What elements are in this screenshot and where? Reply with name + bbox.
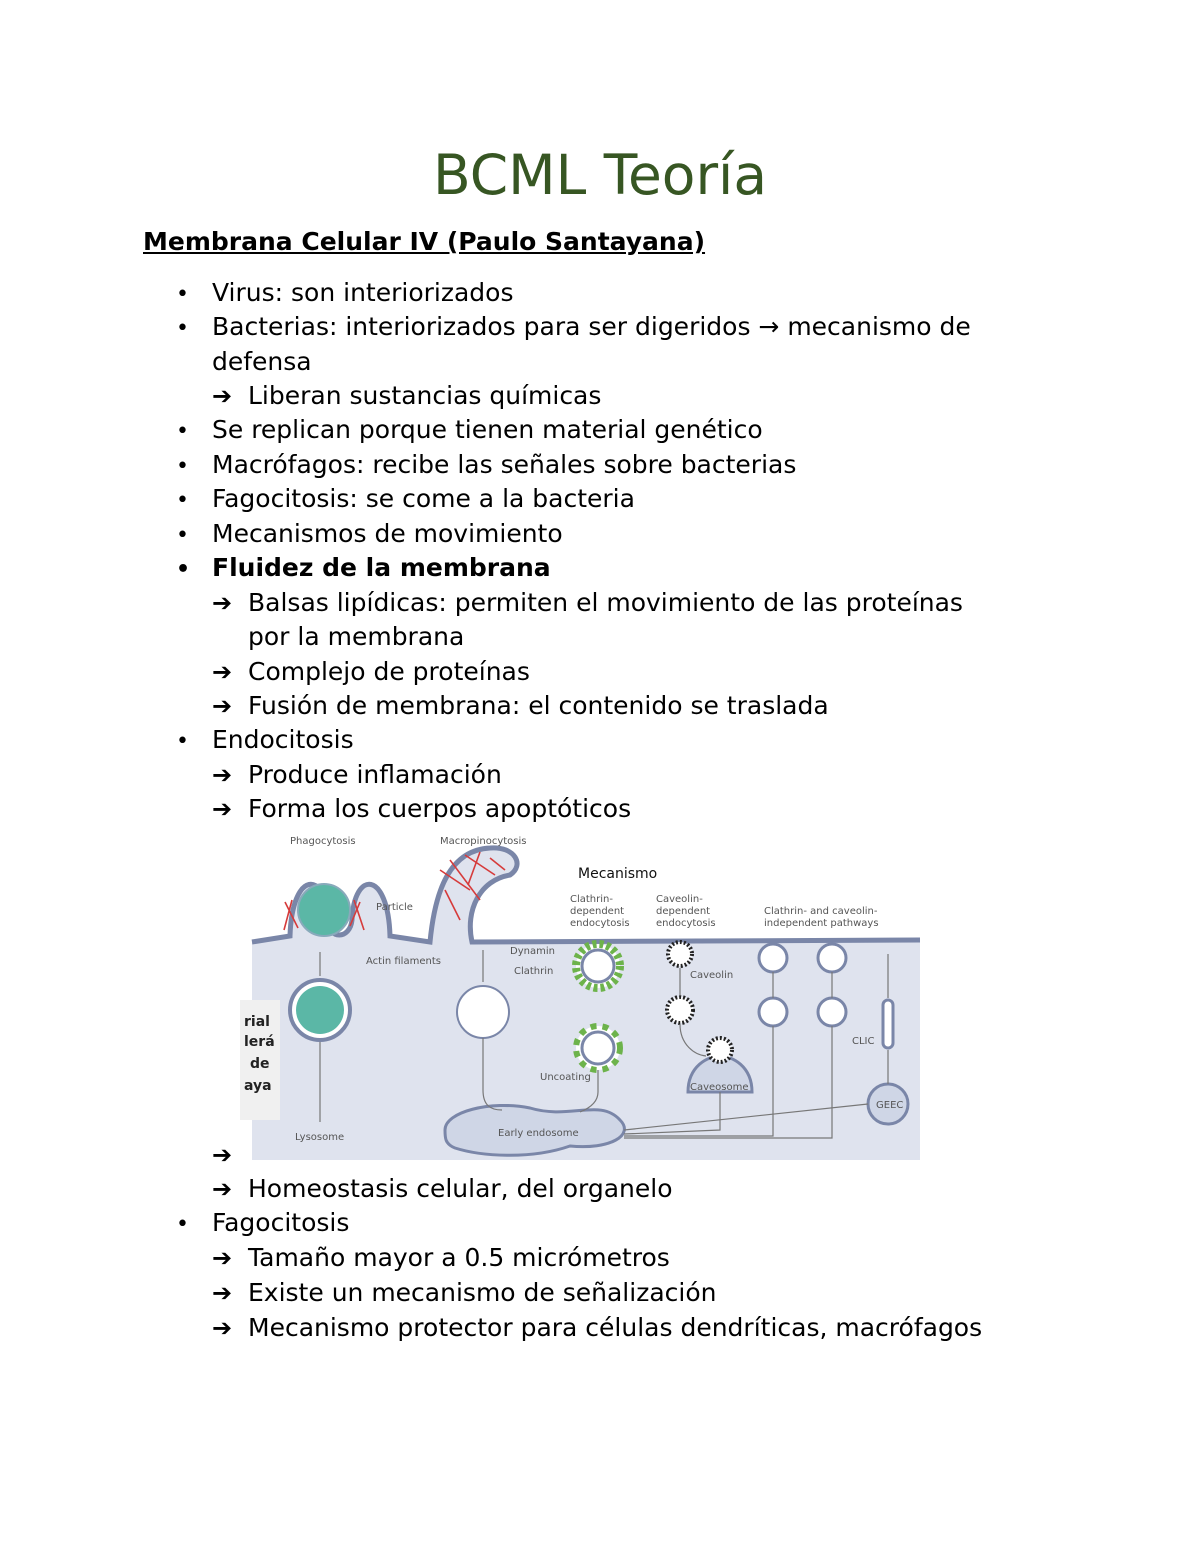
independent-vesicle-icon xyxy=(818,998,846,1026)
label-caveolin-dep-2: dependent xyxy=(656,906,711,917)
cutoff-text-3: de xyxy=(250,1056,270,1072)
label-independent-1: Clathrin- and caveolin- xyxy=(764,906,878,917)
arrow-icon: ➔ xyxy=(212,1175,233,1203)
sub-item: ➔ Complejo de proteínas xyxy=(212,655,530,689)
arrow-icon: ➔ xyxy=(212,692,233,720)
sub-item: ➔ Mecanismo protector para células dendríticas, macrófagos xyxy=(212,1311,982,1345)
sub-item: ➔ Produce inflamación xyxy=(212,758,502,792)
list-item: • Bacterias: interiorizados para ser digeridos → mecanismo de xyxy=(176,310,971,346)
label-uncoating: Uncoating xyxy=(540,1072,591,1083)
caveolar-vesicle-icon xyxy=(667,997,693,1023)
arrow-icon: ➔ xyxy=(212,1314,233,1342)
label-caveolin-dep-3: endocytosis xyxy=(656,918,716,929)
list-item: • Endocitosis xyxy=(176,723,354,759)
arrow-icon: ➔ xyxy=(212,589,233,617)
sub-item: ➔ Liberan sustancias químicas xyxy=(212,379,601,413)
label-independent-2: independent pathways xyxy=(764,918,879,929)
cutoff-text-4: aya xyxy=(244,1078,272,1094)
label-geec: GEEC xyxy=(876,1100,904,1111)
label-clathrin-dep-3: endocytosis xyxy=(570,918,630,929)
section-heading: Membrana Celular IV (Paulo Santayana) xyxy=(143,227,706,256)
document-title: BCML Teoría xyxy=(432,143,768,207)
bullet-icon: • xyxy=(176,1212,189,1237)
arrow-icon: ➔ xyxy=(212,658,233,686)
list-item: • Fagocitosis xyxy=(176,1206,349,1242)
cutoff-text-2: lerá xyxy=(244,1034,275,1050)
label-lysosome: Lysosome xyxy=(295,1132,345,1143)
sub-item xyxy=(212,1138,248,1172)
label-clathrin-dep-1: Clathrin- xyxy=(570,894,613,905)
caveola-icon xyxy=(668,942,692,966)
independent-vesicle-icon xyxy=(818,944,846,972)
independent-vesicle-icon xyxy=(759,998,787,1026)
bullet-icon: • xyxy=(176,454,189,479)
list-item: • Se replican porque tienen material genético xyxy=(176,413,763,449)
sub-item: ➔ Fusión de membrana: el contenido se traslada xyxy=(212,689,829,723)
list-item-continuation: defensa xyxy=(212,347,312,376)
endocytosis-diagram xyxy=(240,830,930,1160)
clathrin-vesicle-inner-icon xyxy=(582,950,614,982)
label-caveolin: Caveolin xyxy=(690,970,734,981)
particle-icon xyxy=(298,884,350,936)
label-macropinocytosis: Macropinocytosis xyxy=(440,836,527,847)
bullet-icon: • xyxy=(176,557,191,582)
endocytosis-diagram-svg xyxy=(240,830,930,1160)
arrow-icon: ➔ xyxy=(212,382,233,410)
sub-item: ➔ Tamaño mayor a 0.5 micrómetros xyxy=(212,1241,670,1275)
label-clic: CLIC xyxy=(852,1036,875,1047)
list-item: • Mecanismos de movimiento xyxy=(176,517,563,553)
cutoff-text-1: rial xyxy=(244,1014,270,1030)
independent-vesicle-icon xyxy=(759,944,787,972)
list-item: • Virus: son interiorizados xyxy=(176,276,513,312)
sub-item: ➔ Existe un mecanismo de señalización xyxy=(212,1276,716,1310)
sub-item: ➔ Balsas lipídicas: permiten el movimiento de las proteínas xyxy=(212,586,963,620)
bullet-icon: • xyxy=(176,523,189,548)
bullet-icon: • xyxy=(176,419,189,444)
uncoating-vesicle-inner-icon xyxy=(582,1032,614,1064)
label-caveolin-dep-1: Caveolin- xyxy=(656,894,703,905)
bullet-icon: • xyxy=(176,729,189,754)
list-item: • Fluidez de la membrana xyxy=(176,551,551,587)
arrow-icon: ➔ xyxy=(212,761,233,789)
label-mecanismo: Mecanismo xyxy=(578,866,658,882)
label-caveosome: Caveosome xyxy=(690,1082,749,1093)
label-clathrin-dep-2: dependent xyxy=(570,906,625,917)
sub-item: ➔ Forma los cuerpos apoptóticos xyxy=(212,792,631,826)
caveosome-vesicle-icon xyxy=(708,1038,732,1062)
label-actin: Actin filaments xyxy=(366,956,441,967)
bullet-icon: • xyxy=(176,282,189,307)
arrow-icon: ➔ xyxy=(212,1244,233,1272)
macropinosome-icon xyxy=(457,986,509,1038)
arrow-icon: ➔ xyxy=(212,1279,233,1307)
sub-item-continuation: por la membrana xyxy=(248,622,465,651)
label-dynamin: Dynamin xyxy=(510,946,555,957)
label-particle: Particle xyxy=(376,902,413,913)
arrow-icon: ➔ xyxy=(212,795,233,823)
list-item: • Macrófagos: recibe las señales sobre bacterias xyxy=(176,448,796,484)
phagosome-particle-icon xyxy=(296,986,344,1034)
label-early-endosome: Early endosome xyxy=(498,1128,579,1139)
label-phagocytosis: Phagocytosis xyxy=(290,836,356,847)
bullet-icon: • xyxy=(176,488,189,513)
label-clathrin: Clathrin xyxy=(514,966,554,977)
clic-tubule-icon xyxy=(883,1000,893,1048)
bullet-icon: • xyxy=(176,316,189,341)
list-item: • Fagocitosis: se come a la bacteria xyxy=(176,482,635,518)
sub-item: ➔ Homeostasis celular, del organelo xyxy=(212,1172,673,1206)
arrow-icon: ➔ xyxy=(212,1141,233,1169)
